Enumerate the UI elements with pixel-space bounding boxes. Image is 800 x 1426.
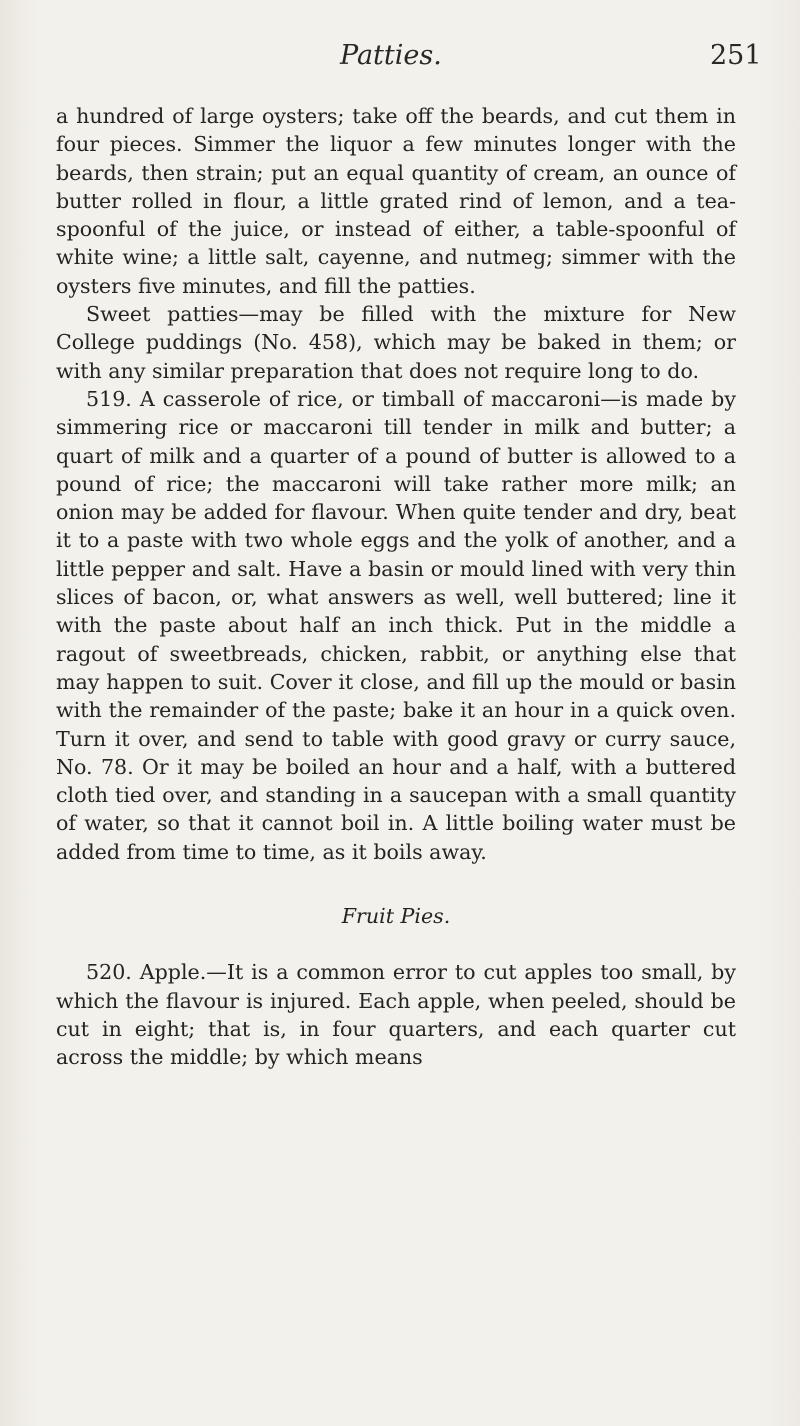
section-heading-fruit-pies: Fruit Pies.: [341, 904, 451, 929]
running-head-title: Patties.: [340, 40, 442, 71]
paragraph-casserole-of-rice: 519. A casserole of rice, or timball of maccaroni—is made by simmering rice or maccaroni till tender in milk and butter; a quart of milk and a quarter of a pound of butter is allowed to a pound of rice; the maccaroni will take rather more milk; an onion may be added for flavour. When quite tender and dry, beat it to a paste with two whole eggs and the yolk of another, and a little pepper and salt. Have a basin or mould lined with very thin slices of bacon, or, what answers as well, well buttered; line it with the paste about half an inch thick. Put in the middle a ragout of sweetbreads, chicken, rabbit, or anything else that may happen to suit. Cover it close, and fill up the mould or basin with the remainder of the paste; bake it an hour in a quick oven. Turn it over, and send to table with good gravy or curry sauce, No. 78. Or it may be boiled an hour and a half, with a buttered cloth tied over, and standing in a saucepan with a small quantity of water, so that it cannot boil in. A little boiling water must be added from time to time, as it boils away.: [56, 386, 736, 864]
paragraph-apple: 520. Apple.—It is a common error to cut apples too small, by which the flavour is injured. Each apple, when peeled, should be cut in eight; that is, in four quarters, and each quarter cut across the middle; by which means: [56, 960, 736, 1070]
page-number: 251: [710, 40, 762, 71]
running-head: [0, 40, 800, 80]
paragraph-sweet-patties: Sweet patties—may be filled with the mixture for New College puddings (No. 458), which may be baked in them; or with any similar preparation that does not require long to do.: [56, 302, 736, 383]
paragraph-oyster-patties-continued: a hundred of large oysters; take off the beards, and cut them in four pieces. Simmer the liquor a few minutes longer with the beards, then strain; put an equal quantity of cream, an ounce of butter rolled in flour, a little grated rind of lemon, and a tea-spoonful of the juice, or instead of either, a table-spoonful of white wine; a little salt, cayenne, and nutmeg; simmer with the oysters five minutes, and fill the patties.: [56, 104, 736, 298]
body-text: [56, 102, 736, 1072]
